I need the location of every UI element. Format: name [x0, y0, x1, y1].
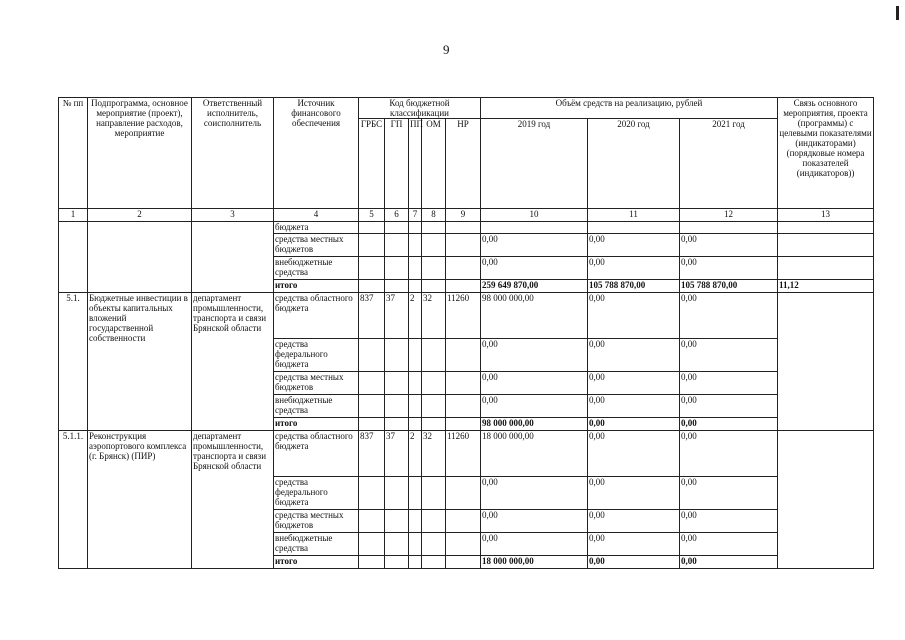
row-number: 5.1.1.: [59, 431, 88, 569]
header-grbs: ГРБС: [359, 119, 385, 209]
indicator-links: 11,12: [778, 280, 874, 293]
value-2019: 18 000 000,00: [481, 556, 588, 569]
value-2021: 105 788 870,00: [680, 280, 778, 293]
col-number: 3: [192, 209, 274, 222]
value-2021: 0,00: [680, 556, 778, 569]
om-cell: 32: [422, 431, 446, 477]
value-2019: 0,00: [481, 477, 588, 510]
value-2020: 0,00: [588, 257, 680, 280]
table-row: [59, 431, 874, 477]
value-2019: 98 000 000,00: [481, 418, 588, 431]
source-cell: средства областного бюджета: [274, 293, 359, 339]
value-2019: 259 649 870,00: [481, 280, 588, 293]
source-cell: итого: [274, 418, 359, 431]
source-cell: средства местных бюджетов: [274, 510, 359, 533]
col-number: 8: [422, 209, 446, 222]
responsible-cell: департамент промышленности, транспорта и связи Брянской области: [192, 431, 274, 569]
value-2019: 18 000 000,00: [481, 431, 588, 477]
header-responsible: Ответственный исполнитель, соисполнитель: [192, 98, 274, 209]
header-budget-code: Код бюджетной классификации: [359, 98, 481, 119]
value-2020: 0,00: [588, 556, 680, 569]
col-number: 7: [409, 209, 422, 222]
source-cell: внебюджетные средства: [274, 257, 359, 280]
header-source: Источник финансового обеспечения: [274, 98, 359, 209]
value-2020: 0,00: [588, 477, 680, 510]
value-2020: 0,00: [588, 533, 680, 556]
source-cell: бюджета: [274, 222, 359, 234]
gp-cell: 37: [385, 431, 409, 477]
col-number: 9: [446, 209, 481, 222]
col-number: 10: [481, 209, 588, 222]
header-2020: 2020 год: [588, 119, 680, 209]
col-number: 2: [88, 209, 192, 222]
value-2021: 0,00: [680, 372, 778, 395]
table-row: [59, 293, 874, 339]
col-number: 12: [680, 209, 778, 222]
source-cell: средства местных бюджетов: [274, 372, 359, 395]
value-2021: 0,00: [680, 510, 778, 533]
header-gp: ГП: [385, 119, 409, 209]
source-cell: средства местных бюджетов: [274, 234, 359, 257]
source-cell: итого: [274, 280, 359, 293]
header-2021: 2021 год: [680, 119, 778, 209]
measure-name: Бюджетные инвестиции в объекты капитальных вложений государственной собственности: [88, 293, 192, 431]
value-2021: 0,00: [680, 257, 778, 280]
header-om: ОМ: [422, 119, 446, 209]
value-2021: 0,00: [680, 431, 778, 477]
value-2019: 0,00: [481, 533, 588, 556]
measure-name: Реконструкция аэропортового комплекса (г. Брянск) (ПИР): [88, 431, 192, 569]
header-subprogram: Подпрограмма, основное мероприятие (проект), направление расходов, мероприятие: [88, 98, 192, 209]
row-number: 5.1.: [59, 293, 88, 431]
col-number: 11: [588, 209, 680, 222]
pp-cell: 2: [409, 431, 422, 477]
pp-cell: 2: [409, 293, 422, 339]
value-2020: 0,00: [588, 510, 680, 533]
source-cell: внебюджетные средства: [274, 395, 359, 418]
scan-edge-mark: [896, 6, 899, 20]
header-2019: 2019 год: [481, 119, 588, 209]
col-number: 6: [385, 209, 409, 222]
value-2019: 0,00: [481, 257, 588, 280]
value-2021: 0,00: [680, 477, 778, 510]
value-2019: 0,00: [481, 510, 588, 533]
value-2020: 0,00: [588, 339, 680, 372]
responsible-cell: департамент промышленности, транспорта и связи Брянской области: [192, 293, 274, 431]
grbs-cell: 837: [359, 431, 385, 477]
om-cell: 32: [422, 293, 446, 339]
budget-table: [58, 97, 874, 569]
value-2019: 0,00: [481, 234, 588, 257]
table-row: [59, 222, 874, 234]
value-2020: 0,00: [588, 234, 680, 257]
value-2019: 98 000 000,00: [481, 293, 588, 339]
header-pp: ПП: [409, 119, 422, 209]
nr-cell: 11260: [446, 431, 481, 477]
value-2021: 0,00: [680, 234, 778, 257]
col-number: 5: [359, 209, 385, 222]
value-2020: 105 788 870,00: [588, 280, 680, 293]
nr-cell: 11260: [446, 293, 481, 339]
value-2019: 0,00: [481, 339, 588, 372]
value-2021: 0,00: [680, 395, 778, 418]
header-num: № пп: [59, 98, 88, 209]
source-cell: внебюджетные средства: [274, 533, 359, 556]
value-2020: 0,00: [588, 372, 680, 395]
value-2021: 0,00: [680, 293, 778, 339]
page-number: 9: [443, 42, 450, 57]
column-numbers-row: [59, 209, 874, 222]
source-cell: итого: [274, 556, 359, 569]
source-cell: средства областного бюджета: [274, 431, 359, 477]
col-number: 1: [59, 209, 88, 222]
header-nr: НР: [446, 119, 481, 209]
source-cell: средства федерального бюджета: [274, 339, 359, 372]
value-2021: 0,00: [680, 418, 778, 431]
grbs-cell: 837: [359, 293, 385, 339]
value-2019: 0,00: [481, 372, 588, 395]
value-2021: 0,00: [680, 533, 778, 556]
value-2019: 0,00: [481, 395, 588, 418]
col-number: 4: [274, 209, 359, 222]
value-2020: 0,00: [588, 293, 680, 339]
value-2021: 0,00: [680, 339, 778, 372]
header-volume: Объём средств на реализацию, рублей: [481, 98, 778, 119]
value-2020: 0,00: [588, 395, 680, 418]
header-link: Связь основного мероприятия, проекта (программы) с целевыми показателями (индикаторами) (порядковые номера показателей (индикаторов)): [778, 98, 874, 209]
value-2020: 0,00: [588, 431, 680, 477]
gp-cell: 37: [385, 293, 409, 339]
source-cell: средства федерального бюджета: [274, 477, 359, 510]
col-number: 13: [778, 209, 874, 222]
value-2020: 0,00: [588, 418, 680, 431]
